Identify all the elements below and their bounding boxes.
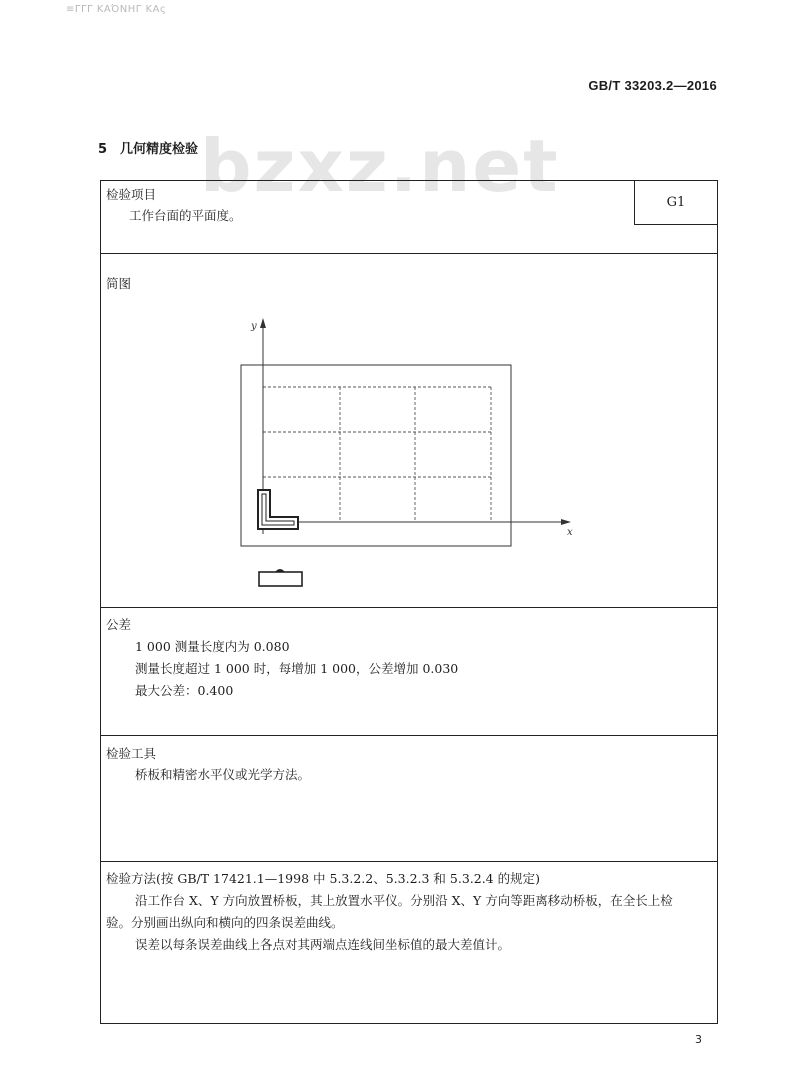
inspection-item-description: 工作台面的平面度。 [129,208,242,223]
method-line: 验。分别画出纵向和横向的四条误差曲线。 [106,915,344,930]
top-scan-mark: ≡ΓΓΓ ΚΑΌΝΗΓ ΚΑς [66,4,167,15]
document-code: GB/T 33203.2—2016 [588,78,717,93]
page-number: 3 [695,1033,702,1046]
y-axis-label: y [251,321,257,332]
section-title: 几何精度检验 [120,142,199,157]
diagram-label: 简图 [106,276,132,291]
tools-row [101,735,717,862]
tolerance-row [101,607,717,736]
bridge-plate-icon [258,490,298,529]
tools-label: 检验工具 [106,746,157,761]
tolerance-line: 最大公差：0.400 [135,683,234,698]
inspection-item-row [101,181,717,253]
tolerance-line: 1 000 测量长度内为 0.080 [135,639,290,654]
y-axis-arrow-icon [260,318,266,328]
spirit-level-icon [259,572,302,586]
tools-description: 桥板和精密水平仪或光学方法。 [135,767,311,782]
method-label: 检验方法(按 GB/T 17421.1—1998 中 5.3.2.2、5.3.2.3 和 5.3.2.4 的规定) [106,871,540,886]
inspection-code-box [634,181,717,225]
section-number: 5 [98,142,108,157]
inspection-item-label: 检验项目 [106,187,157,202]
method-line: 沿工作台 X、Y 方向放置桥板，其上放置水平仪。分别沿 X、Y 方向等距离移动桥板，在全长上检 [135,893,673,908]
flatness-diagram [101,254,717,606]
inspection-table [100,180,718,1024]
tolerance-line: 测量长度超过 1 000 时，每增加 1 000，公差增加 0.030 [135,661,459,676]
method-line: 误差以每条误差曲线上各点对其两端点连线间坐标值的最大差值计。 [135,937,511,952]
spirit-level-bubble-icon [275,569,285,572]
measurement-grid [263,387,491,522]
diagram-row [101,253,717,608]
x-axis-label: x [567,527,573,538]
x-axis-arrow-icon [561,519,571,525]
method-row [101,861,717,1026]
tolerance-label: 公差 [106,617,132,632]
watermark: bzxz.net [200,124,560,208]
inspection-code: G1 [666,195,686,210]
section-heading [98,138,198,157]
